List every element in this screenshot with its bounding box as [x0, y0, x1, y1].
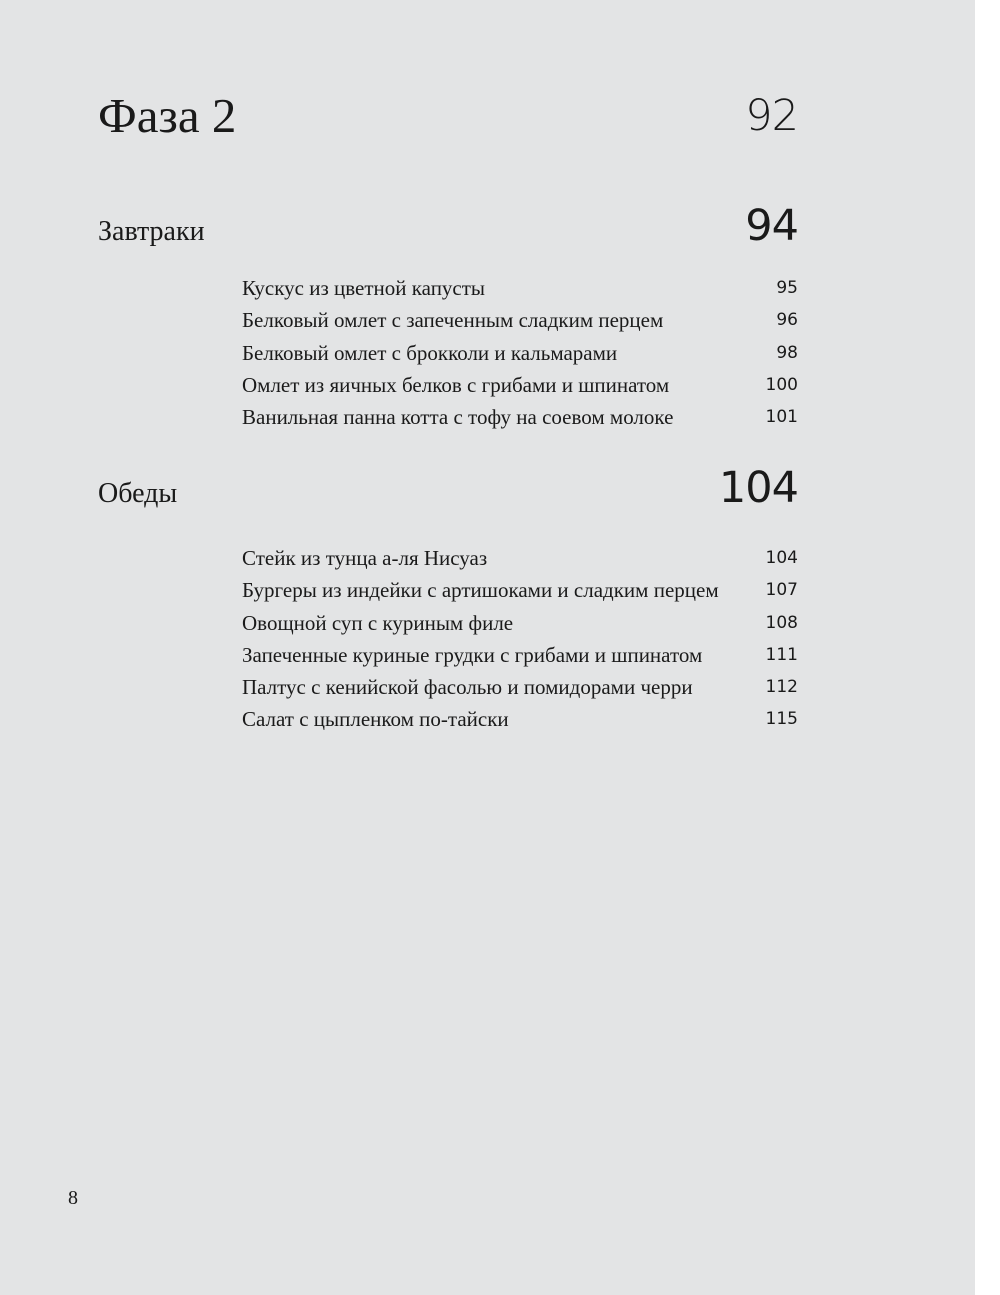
toc-entry-page: 98	[776, 342, 798, 363]
toc-entry-list	[242, 542, 798, 736]
page-number: 8	[68, 1187, 78, 1209]
toc-entry-page: 104	[765, 548, 798, 568]
toc-entry-title: Овощной суп с куриным филе	[242, 610, 514, 635]
section-page-number: 104	[718, 463, 798, 513]
toc-entry[interactable]	[242, 337, 798, 369]
phase-title: Фаза 2	[98, 88, 237, 143]
toc-entry[interactable]	[242, 401, 798, 433]
toc-entry-page: 107	[765, 580, 798, 601]
toc-entry[interactable]	[242, 369, 798, 401]
toc-entry-title: Палтус с кенийской фасолью и помидорами черри	[242, 675, 693, 700]
toc-entry-page: 108	[765, 612, 798, 633]
toc-entry-page: 95	[776, 278, 798, 298]
toc-entry-title: Белковый омлет с запеченным сладким перцем	[242, 308, 664, 333]
toc-entry-title: Стейк из тунца а-ля Нисуаз	[242, 546, 488, 570]
toc-entry[interactable]	[242, 607, 798, 639]
toc-entry-title: Кускус из цветной капусты	[242, 276, 486, 300]
toc-entry-page: 101	[765, 407, 798, 428]
section-heading	[98, 196, 798, 252]
toc-entry[interactable]	[242, 542, 798, 574]
toc-entry-title: Белковый омлет с брокколи и кальмарами	[242, 340, 618, 365]
section-lunches	[98, 458, 798, 736]
toc-entry-page: 96	[776, 310, 798, 331]
toc-entry-list	[242, 272, 798, 433]
toc-entry[interactable]	[242, 703, 798, 735]
toc-entry-page: 115	[765, 709, 798, 730]
section-breakfasts	[98, 196, 798, 433]
toc-entry-title: Салат с цыпленком по-тайски	[242, 707, 509, 732]
toc-entry[interactable]	[242, 671, 798, 703]
section-page-number: 94	[745, 201, 798, 251]
toc-entry-title: Запеченные куриные грудки с грибами и шпинатом	[242, 642, 703, 667]
toc-entry-page: 112	[765, 677, 798, 698]
phase-page-number: 92	[745, 91, 798, 141]
toc-entry[interactable]	[242, 272, 798, 304]
toc-entry-title: Омлет из яичных белков с грибами и шпинатом	[242, 372, 670, 397]
toc-entry[interactable]	[242, 304, 798, 336]
toc-entry[interactable]	[242, 639, 798, 671]
section-heading	[98, 458, 798, 514]
toc-entry-title: Ванильная панна котта с тофу на соевом молоке	[242, 405, 674, 430]
section-title: Обеды	[98, 478, 178, 509]
toc-entry-page: 111	[765, 644, 798, 665]
toc-entry-page: 100	[765, 374, 798, 395]
phase-heading	[98, 86, 798, 146]
toc-entry-title: Бургеры из индейки с артишоками и сладким перцем	[242, 578, 719, 603]
section-title: Завтраки	[98, 216, 205, 247]
toc-entry[interactable]	[242, 574, 798, 606]
